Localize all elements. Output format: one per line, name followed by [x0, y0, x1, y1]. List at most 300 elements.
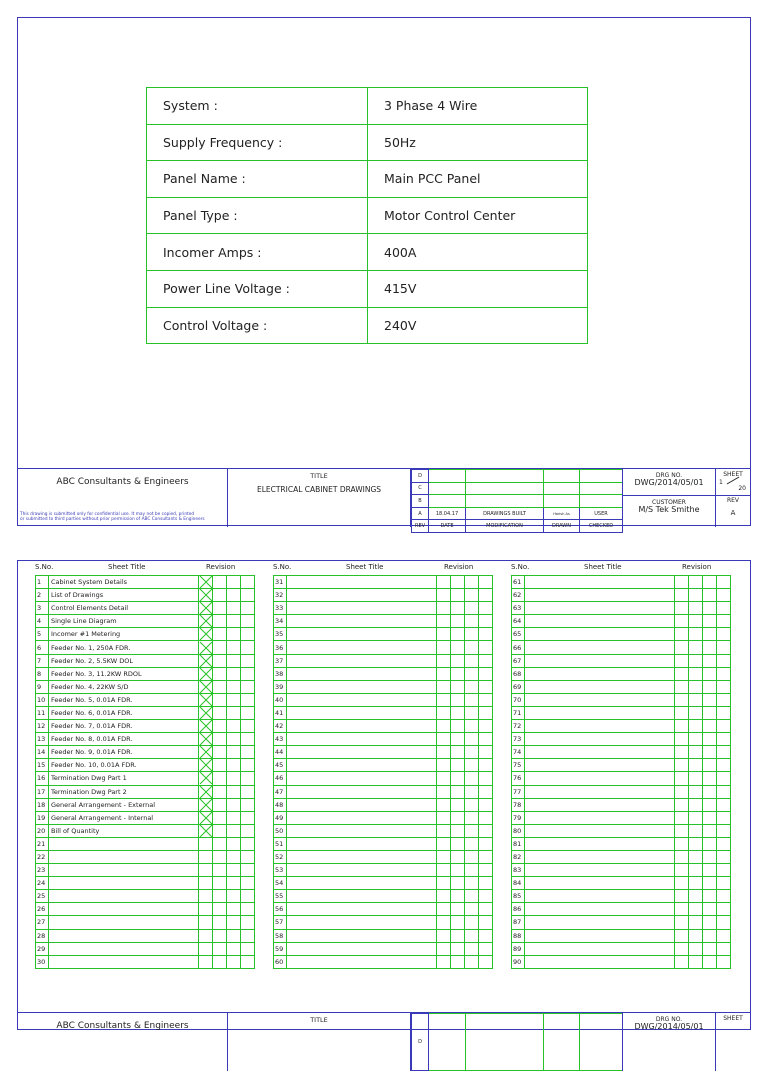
revision-cell — [213, 628, 227, 641]
revision-cell — [227, 733, 241, 746]
revision-cell — [451, 589, 465, 602]
revision-cell — [675, 929, 689, 942]
table-row — [512, 837, 731, 850]
revision-cell — [213, 693, 227, 706]
sheet-title-cell: Feeder No. 4, 22KW S/D — [49, 680, 199, 693]
revision-cell — [227, 654, 241, 667]
revision-cell — [675, 890, 689, 903]
sheet-number-cell: 66 — [512, 641, 525, 654]
spec-row — [147, 234, 588, 271]
table-row — [274, 628, 493, 641]
revision-cell — [241, 955, 255, 968]
revision-cell — [213, 615, 227, 628]
rev-cell — [544, 495, 580, 508]
revision-cell — [451, 628, 465, 641]
spec-label: Supply Frequency : — [147, 124, 368, 161]
revision-cell — [689, 837, 703, 850]
sheet-number-cell: 59 — [274, 942, 287, 955]
revision-cell — [479, 785, 493, 798]
revision-cell — [479, 837, 493, 850]
revision-cell — [717, 706, 731, 719]
sheet-title-cell — [287, 628, 437, 641]
sheet-title-cell — [525, 955, 675, 968]
sheet-label: SHEET — [723, 1015, 743, 1022]
drawing-list-column — [511, 575, 731, 969]
revision-cell — [675, 576, 689, 589]
sheet-number-cell: 30 — [36, 955, 49, 968]
table-row — [512, 733, 731, 746]
table-row — [36, 693, 255, 706]
sheet-number-cell: 15 — [36, 759, 49, 772]
revision-cell — [227, 942, 241, 955]
revision-cell — [213, 641, 227, 654]
spec-row — [147, 270, 588, 307]
sheet-number-cell: 3 — [36, 602, 49, 615]
revision-cell — [213, 589, 227, 602]
sheet-title-cell — [525, 929, 675, 942]
revision-cell — [465, 746, 479, 759]
revision-cell — [437, 746, 451, 759]
rev-cell — [466, 495, 544, 508]
sheet-title-cell — [525, 680, 675, 693]
revision-cell — [213, 785, 227, 798]
revision-cell — [241, 654, 255, 667]
revision-cell — [199, 942, 213, 955]
revision-cell — [199, 837, 213, 850]
sheet-title-cell — [525, 746, 675, 759]
table-row — [36, 615, 255, 628]
revision-cell — [227, 615, 241, 628]
sheet-title-cell — [287, 942, 437, 955]
revision-cell — [675, 693, 689, 706]
sheet-number-cell: 47 — [274, 785, 287, 798]
title-label: TITLE — [310, 1016, 328, 1024]
revision-cell — [717, 576, 731, 589]
table-row — [274, 680, 493, 693]
revision-cell — [451, 720, 465, 733]
table-row — [36, 955, 255, 968]
rev-header-drawn: DRAWN — [544, 520, 580, 533]
revision-cell — [717, 720, 731, 733]
spec-row — [147, 161, 588, 198]
revision-cell — [213, 850, 227, 863]
revision-cell — [689, 929, 703, 942]
revision-table — [411, 469, 623, 533]
revision-cell — [213, 929, 227, 942]
revision-cell — [717, 654, 731, 667]
sheet-title-cell — [287, 772, 437, 785]
sheet-number-cell: 26 — [36, 903, 49, 916]
spec-value: 415V — [368, 270, 588, 307]
revision-cell — [465, 693, 479, 706]
revision-cell — [241, 706, 255, 719]
sheet-title-cell — [287, 706, 437, 719]
table-row — [274, 772, 493, 785]
revision-cell — [703, 903, 717, 916]
table-row — [512, 602, 731, 615]
revision-cell — [689, 693, 703, 706]
sheet-title-cell — [287, 890, 437, 903]
revision-cell — [437, 720, 451, 733]
sheet-number-cell: 19 — [36, 811, 49, 824]
revision-cell — [689, 903, 703, 916]
revision-cell — [703, 850, 717, 863]
sheet-title-cell — [287, 903, 437, 916]
table-row — [512, 929, 731, 942]
table-row — [274, 654, 493, 667]
sheet-number-cell: 38 — [274, 667, 287, 680]
revision-cell — [213, 680, 227, 693]
drawing-title: ELECTRICAL CABINET DRAWINGS — [256, 485, 382, 494]
revision-cell — [241, 785, 255, 798]
revision-cell — [675, 837, 689, 850]
revision-cell — [241, 824, 255, 837]
sheet-title-cell — [525, 837, 675, 850]
revision-cell — [689, 877, 703, 890]
revision-cell — [451, 680, 465, 693]
revision-cell — [437, 667, 451, 680]
revision-cell — [199, 746, 213, 759]
table-row — [36, 811, 255, 824]
revision-cell — [241, 759, 255, 772]
table-row — [512, 667, 731, 680]
revision-cell — [479, 916, 493, 929]
revision-cell — [703, 733, 717, 746]
table-row — [36, 877, 255, 890]
sheet-title-cell — [525, 654, 675, 667]
revision-cell — [717, 955, 731, 968]
spec-row — [147, 197, 588, 234]
table-row — [36, 798, 255, 811]
revision-cell — [213, 811, 227, 824]
revision-cell — [717, 798, 731, 811]
sheet-number-cell: 24 — [36, 877, 49, 890]
revision-cell — [213, 720, 227, 733]
sheet-title-cell — [525, 890, 675, 903]
drg-number: DWG/2014/05/01 — [634, 1022, 704, 1031]
revision-cell — [703, 824, 717, 837]
revision-cell — [437, 589, 451, 602]
revision-cell — [227, 641, 241, 654]
rev-cell — [544, 482, 580, 495]
sheet-title-cell — [49, 955, 199, 968]
revision-cell — [703, 615, 717, 628]
revision-cell — [703, 628, 717, 641]
revision-cell — [227, 929, 241, 942]
revision-cell — [689, 811, 703, 824]
revision-cell — [199, 628, 213, 641]
revision-cell — [437, 576, 451, 589]
sheet-number-cell: 32 — [274, 589, 287, 602]
sheet-title-cell: Feeder No. 6, 0.01A FDR. — [49, 706, 199, 719]
revision-cell — [479, 929, 493, 942]
sheet-title-cell — [287, 680, 437, 693]
rev-value: A — [730, 509, 736, 517]
revision-cell — [199, 903, 213, 916]
table-row — [36, 916, 255, 929]
revision-cell — [213, 955, 227, 968]
revision-cell — [717, 864, 731, 877]
disclaimer — [20, 512, 225, 522]
sheet-title-cell: Control Elements Detail — [49, 602, 199, 615]
revision-cell — [227, 798, 241, 811]
revision-cell — [479, 772, 493, 785]
sheet-number-cell: 46 — [274, 772, 287, 785]
revision-cell — [451, 693, 465, 706]
revision-cell — [703, 746, 717, 759]
revision-cell — [241, 602, 255, 615]
revision-cell — [675, 864, 689, 877]
table-row — [274, 706, 493, 719]
rev-cell — [544, 470, 580, 483]
rev-cell — [429, 1014, 466, 1071]
revision-cell — [227, 628, 241, 641]
revision-cell — [227, 576, 241, 589]
table-row — [274, 890, 493, 903]
revision-cell — [199, 824, 213, 837]
revision-cell — [465, 680, 479, 693]
revision-cell — [717, 916, 731, 929]
revision-cell — [465, 877, 479, 890]
sheet-title-cell — [525, 824, 675, 837]
revision-cell — [689, 772, 703, 785]
table-row — [512, 654, 731, 667]
table-row — [274, 903, 493, 916]
revision-cell — [199, 955, 213, 968]
company-cell — [18, 1013, 228, 1071]
revision-cell — [717, 615, 731, 628]
revision-cell — [717, 837, 731, 850]
revision-cell — [479, 720, 493, 733]
table-row — [36, 680, 255, 693]
revision-cell — [703, 667, 717, 680]
revision-cell — [437, 850, 451, 863]
revision-cell — [675, 746, 689, 759]
revision-cell — [437, 955, 451, 968]
rev-cell — [580, 495, 623, 508]
revision-cell — [703, 955, 717, 968]
revision-cell — [241, 929, 255, 942]
revision-cell — [213, 576, 227, 589]
rev-d: D — [412, 1014, 429, 1071]
revision-cell — [465, 628, 479, 641]
revision-cell — [199, 615, 213, 628]
revision-cell — [465, 811, 479, 824]
revision-cell — [213, 759, 227, 772]
revision-cell — [465, 576, 479, 589]
sheet-title-cell — [287, 654, 437, 667]
revision-cell — [675, 824, 689, 837]
drawing-list-column — [273, 575, 493, 969]
sheet-title-header: Sheet Title — [108, 563, 146, 571]
sheet-number-cell: 54 — [274, 877, 287, 890]
table-row — [36, 929, 255, 942]
sheet-number-cell: 6 — [36, 641, 49, 654]
table-row — [36, 720, 255, 733]
revision-cell — [241, 903, 255, 916]
revision-cell — [689, 720, 703, 733]
revision-cell — [675, 877, 689, 890]
sheet-title-cell — [525, 759, 675, 772]
revision-cell — [479, 576, 493, 589]
revision-cell — [465, 589, 479, 602]
revision-cell — [465, 837, 479, 850]
sheet-number-cell: 74 — [512, 746, 525, 759]
revision-cell — [479, 589, 493, 602]
rev-header-date: DATE — [429, 520, 466, 533]
sheet-number-cell: 73 — [512, 733, 525, 746]
spec-row — [147, 307, 588, 344]
revision-cell — [703, 706, 717, 719]
revision-cell — [479, 955, 493, 968]
table-row — [512, 824, 731, 837]
sheet-title-cell — [287, 955, 437, 968]
revision-cell — [479, 759, 493, 772]
revision-cell — [675, 602, 689, 615]
revision-cell — [227, 811, 241, 824]
revision-header: Revision — [206, 563, 236, 571]
rev-header-modification: MODIFICATION — [466, 520, 544, 533]
sheet-label: SHEET — [723, 471, 743, 478]
sheet-title-cell — [49, 929, 199, 942]
sheet-number-cell: 37 — [274, 654, 287, 667]
table-row — [512, 942, 731, 955]
revision-cell — [241, 942, 255, 955]
sheet-number-cell: 69 — [512, 680, 525, 693]
revision-cell — [465, 864, 479, 877]
sheet-number-cell: 57 — [274, 916, 287, 929]
sheet-title-cell — [525, 733, 675, 746]
revision-cell — [451, 890, 465, 903]
revision-cell — [703, 680, 717, 693]
revision-cell — [717, 772, 731, 785]
revision-cell — [703, 864, 717, 877]
table-row — [36, 641, 255, 654]
sheet-number-cell: 17 — [36, 785, 49, 798]
table-row — [274, 667, 493, 680]
revision-cell — [451, 759, 465, 772]
revision-cell — [675, 641, 689, 654]
revision-cell — [227, 772, 241, 785]
revision-cell — [213, 837, 227, 850]
table-row — [274, 746, 493, 759]
revision-cell — [689, 746, 703, 759]
sheet-number-cell: 1 — [36, 576, 49, 589]
revision-cell — [465, 641, 479, 654]
sheet-number-cell: 89 — [512, 942, 525, 955]
sheet-number-cell: 5 — [36, 628, 49, 641]
revision-cell — [241, 589, 255, 602]
company-cell — [18, 469, 228, 527]
revision-cell — [703, 837, 717, 850]
revision-cell — [479, 641, 493, 654]
drawing-list-column — [35, 575, 255, 969]
revision-cell — [689, 628, 703, 641]
sheet-title-cell — [49, 903, 199, 916]
table-row — [512, 720, 731, 733]
table-row — [512, 589, 731, 602]
sheet-title-cell: Feeder No. 1, 250A FDR. — [49, 641, 199, 654]
table-row — [512, 746, 731, 759]
sheet-number-cell: 27 — [36, 916, 49, 929]
sheet-number-cell: 48 — [274, 798, 287, 811]
revision-cell — [675, 955, 689, 968]
revision-cell — [199, 706, 213, 719]
sheet-title-cell — [287, 785, 437, 798]
sheet-title-cell — [49, 942, 199, 955]
table-row — [512, 864, 731, 877]
rev-cell — [466, 470, 544, 483]
revision-cell — [451, 903, 465, 916]
revision-cell — [479, 864, 493, 877]
table-row — [274, 641, 493, 654]
disclaimer-line-2: or submitted to third parties without prior permission of ABC Consultants & Engineers — [20, 517, 205, 522]
sheet-title-cell — [525, 877, 675, 890]
revision-cell — [451, 706, 465, 719]
sheet-title-cell — [525, 864, 675, 877]
revision-cell — [689, 733, 703, 746]
sheet-title-cell — [287, 850, 437, 863]
sheet-number-cell: 11 — [36, 706, 49, 719]
sheet-total: 20 — [738, 485, 746, 492]
revision-cell — [675, 733, 689, 746]
revision-cell — [479, 850, 493, 863]
sheet-title-cell — [287, 864, 437, 877]
sheet-title-cell — [287, 837, 437, 850]
rev-cell — [429, 495, 466, 508]
sheet-number-cell: 9 — [36, 680, 49, 693]
revision-cell — [479, 628, 493, 641]
revision-cell — [227, 864, 241, 877]
table-row — [512, 576, 731, 589]
revision-cell — [703, 929, 717, 942]
rev-d: D — [412, 470, 429, 483]
revision-cell — [199, 798, 213, 811]
revision-cell — [451, 811, 465, 824]
revision-cell — [689, 576, 703, 589]
revision-cell — [227, 693, 241, 706]
revision-cell — [479, 680, 493, 693]
revision-cell — [717, 850, 731, 863]
sheet-number-cell: 67 — [512, 654, 525, 667]
sheet-number-cell: 45 — [274, 759, 287, 772]
sheet-title-cell — [287, 759, 437, 772]
rev-cell — [429, 470, 466, 483]
revision-cell — [227, 916, 241, 929]
revision-cell — [689, 589, 703, 602]
rev-a-modification: DRAWINGS BUILT — [466, 507, 544, 520]
revision-cell — [199, 785, 213, 798]
revision-cell — [241, 811, 255, 824]
sheet-number-cell: 18 — [36, 798, 49, 811]
revision-cell — [241, 615, 255, 628]
revision-cell — [241, 641, 255, 654]
sheet-title-cell — [287, 576, 437, 589]
revision-cell — [717, 641, 731, 654]
drawing-sheet-2 — [17, 560, 751, 1045]
rev-cell — [429, 482, 466, 495]
revision-cell — [227, 955, 241, 968]
sheet-number-cell: 50 — [274, 824, 287, 837]
spec-label: Power Line Voltage : — [147, 270, 368, 307]
table-row — [274, 850, 493, 863]
rev-header-checked: CHECKED — [580, 520, 623, 533]
table-row — [274, 916, 493, 929]
revision-cell — [451, 824, 465, 837]
spec-label: Incomer Amps : — [147, 234, 368, 271]
sheet-number-cell: 28 — [36, 929, 49, 942]
revision-cell — [199, 811, 213, 824]
